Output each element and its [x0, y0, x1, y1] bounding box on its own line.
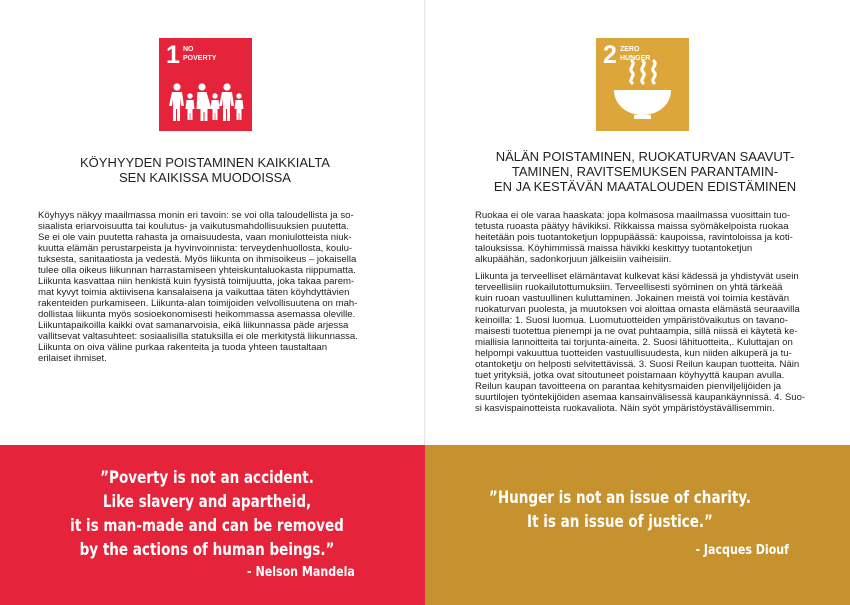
sdg2-label-line2: HUNGER [620, 55, 651, 62]
right-title-line: EN JA KESTÄVÄN MAATALOUDEN EDISTÄMINEN [493, 179, 797, 194]
right-body-text [475, 210, 805, 414]
sdg1-label-line2: POVERTY [183, 55, 217, 62]
diouf-quote [455, 486, 785, 534]
left-title-line: KÖYHYYDEN POISTAMINEN KAIKKIALTA [80, 155, 330, 170]
quote-line: ”Poverty is not an accident. [100, 468, 314, 487]
body-line: mat kyvyt toimia aktiivisena kansalaisena ja vaikuttaa täten köyhdyttävien [38, 287, 350, 298]
sdg2-label-line1: ZERO [620, 46, 640, 53]
body-line: Ruokaa ei ole varaa haaskata: jopa kolmasosa maailmassa vuosittain tuo- [475, 210, 791, 221]
quote-line: it is man-made and can be removed [70, 516, 344, 535]
body-line: Liikunta ja terveelliset elämäntavat kulkevat käsi kädessä ja yhdistyvät usein [475, 271, 799, 282]
body-line: keinoilla: 1. Suosi luomua. Luomutuotteiden ympäristövaikutus on tavano- [475, 315, 789, 326]
body-line: siaalista eriarvoisuutta tai koulutus- ja vaikutusmahdollisuuksien puutetta. [38, 221, 349, 232]
left-page-title [60, 155, 350, 185]
body-line: talouksissa. Köyhimmissä maissa hävikki keskittyy tuotantoketjun [475, 243, 753, 254]
body-line: tetusta ruoasta päätyy hävikiksi. Rikkaissa maissa syömäkelpoista ruokaa [475, 221, 789, 232]
body-line: otantoketju on helposti selvitettävissä. 3. Suosi Reilun kaupan tuotteita. Näin [475, 359, 800, 370]
body-line: alkupäähän, sadonkorjuun jälkeisiin vaiheisiin. [475, 254, 672, 265]
right-title-line: NÄLÄN POISTAMINEN, RUOKATURVAN SAAVUT- [495, 149, 795, 164]
quote-line: by the actions of human beings.” [79, 540, 335, 559]
sdg1-number: 1 [166, 41, 180, 69]
left-paragraph [38, 210, 358, 364]
family-icon [159, 38, 252, 131]
right-paragraph-1 [475, 210, 805, 265]
body-line: vallitsevat valtasuhteet: sosiaalisilla statuksilla ei ole merkitystä liikunnassa. [38, 331, 358, 342]
body-line: kuin ruoan vastuullinen kuluttaminen. Jokainen meistä voi toimia kestävän [475, 293, 790, 304]
body-line: si kasvispainotteista ruokavaliota. Näin syöt ympäristöystävällisemmin. [475, 403, 775, 414]
body-line: Se ei ole vain puutetta rahasta ja omaisuudesta, vaan moniulotteista niuk- [38, 232, 352, 243]
mandela-quote [37, 466, 377, 562]
body-line: ruokaturvan puolesta, ja muutoksen voi aloittaa omasta elämästä seuraavilla [475, 304, 800, 315]
body-line: suurtilojen työntekijöiden asemaa kansainvälisessä kaupankäynnissä. 4. Suo- [475, 392, 806, 403]
sdg1-no-poverty-badge [159, 38, 252, 131]
body-line: terveellisiin ruokailutottumuksiin. Terveellisesti syöminen on yhtä tärkeää [475, 282, 783, 293]
quote-line: ”Hunger is not an issue of charity. [488, 488, 752, 507]
body-line: tulee olla oikeus liikunnan harrastamiseen yhteiskuntaluokasta riippumatta. [38, 265, 356, 276]
body-line: Köyhyys näkyy maailmassa monin eri tavoin: se voi olla taloudellista ja so- [38, 210, 354, 221]
left-title-line: SEN KAIKISSA MUODOISSA [119, 170, 291, 185]
body-line: Liikunta on oiva väline purkaa rakenteita ja tuoda yhteen taustaltaan [38, 342, 328, 353]
bowl-icon [596, 38, 689, 131]
body-line: maisesti tuotettua pienempi ja ne ovat puhtaampia, sillä niissä ei käytetä ke- [475, 326, 798, 337]
sdg1-label-line1: NO [183, 46, 194, 53]
body-line: rakenteiden purkamiseen. Liikunta-alan toimijoiden velvollisuutena on mah- [38, 298, 358, 309]
diouf-attribution: - Jacques Diouf [695, 543, 789, 558]
body-line: helpompi vakuuttua tuotteiden vastuullisuudesta, kun niiden alkuperä ja tu- [475, 348, 792, 359]
right-title-line: TAMINEN, RAVITSEMUKSEN PARANTAMIN- [511, 164, 779, 179]
body-line: Reilun kaupan tavoitteena on parantaa kehitysmaiden pienviljelijöiden ja [475, 381, 782, 392]
body-line: kuutta elämän perustarpeista ja hyvinvoinnista: terveydenhuollosta, koulu- [38, 243, 353, 254]
mandela-attribution: - Nelson Mandela [247, 565, 355, 580]
right-paragraph-2 [475, 271, 805, 414]
body-line: Liikuntapaikoilla kaikki ovat samanarvoisia, eikä liikunnassa päde arjessa [38, 320, 349, 331]
body-line: tuet yrityksiä, jotka ovat sitoutuneet poistamaan köyhyyttä kaupan avulla. [475, 370, 785, 381]
body-line: miallisia lannoitteita tai torjunta-aineita. 2. Suosi lähituotteita,. Kuluttajan on [475, 337, 793, 348]
body-line: erilaiset ihmiset. [38, 353, 107, 364]
sdg2-zero-hunger-badge [596, 38, 689, 131]
body-line: Liikunta kasvattaa niin henkistä kuin fyysistä toimijuutta, joka takaa parem- [38, 276, 355, 287]
body-line: tuksesta, sanitaatiosta ja vedestä. Myös liikunta on ihmisoikeus – jokaisella [38, 254, 357, 265]
quote-line: Like slavery and apartheid, [102, 492, 312, 511]
left-body-text [38, 210, 358, 364]
body-line: dollistaa liikunta myös sosioekonomisesti heikommassa asemassa oleville. [38, 309, 356, 320]
quote-line: It is an issue of justice.” [527, 512, 713, 531]
sdg2-number: 2 [603, 41, 617, 69]
right-page-title [480, 149, 810, 194]
body-line: heitetään pois tuotantoketjun loppupäässä: kaupoissa, ravintoloissa ja koti- [475, 232, 793, 243]
